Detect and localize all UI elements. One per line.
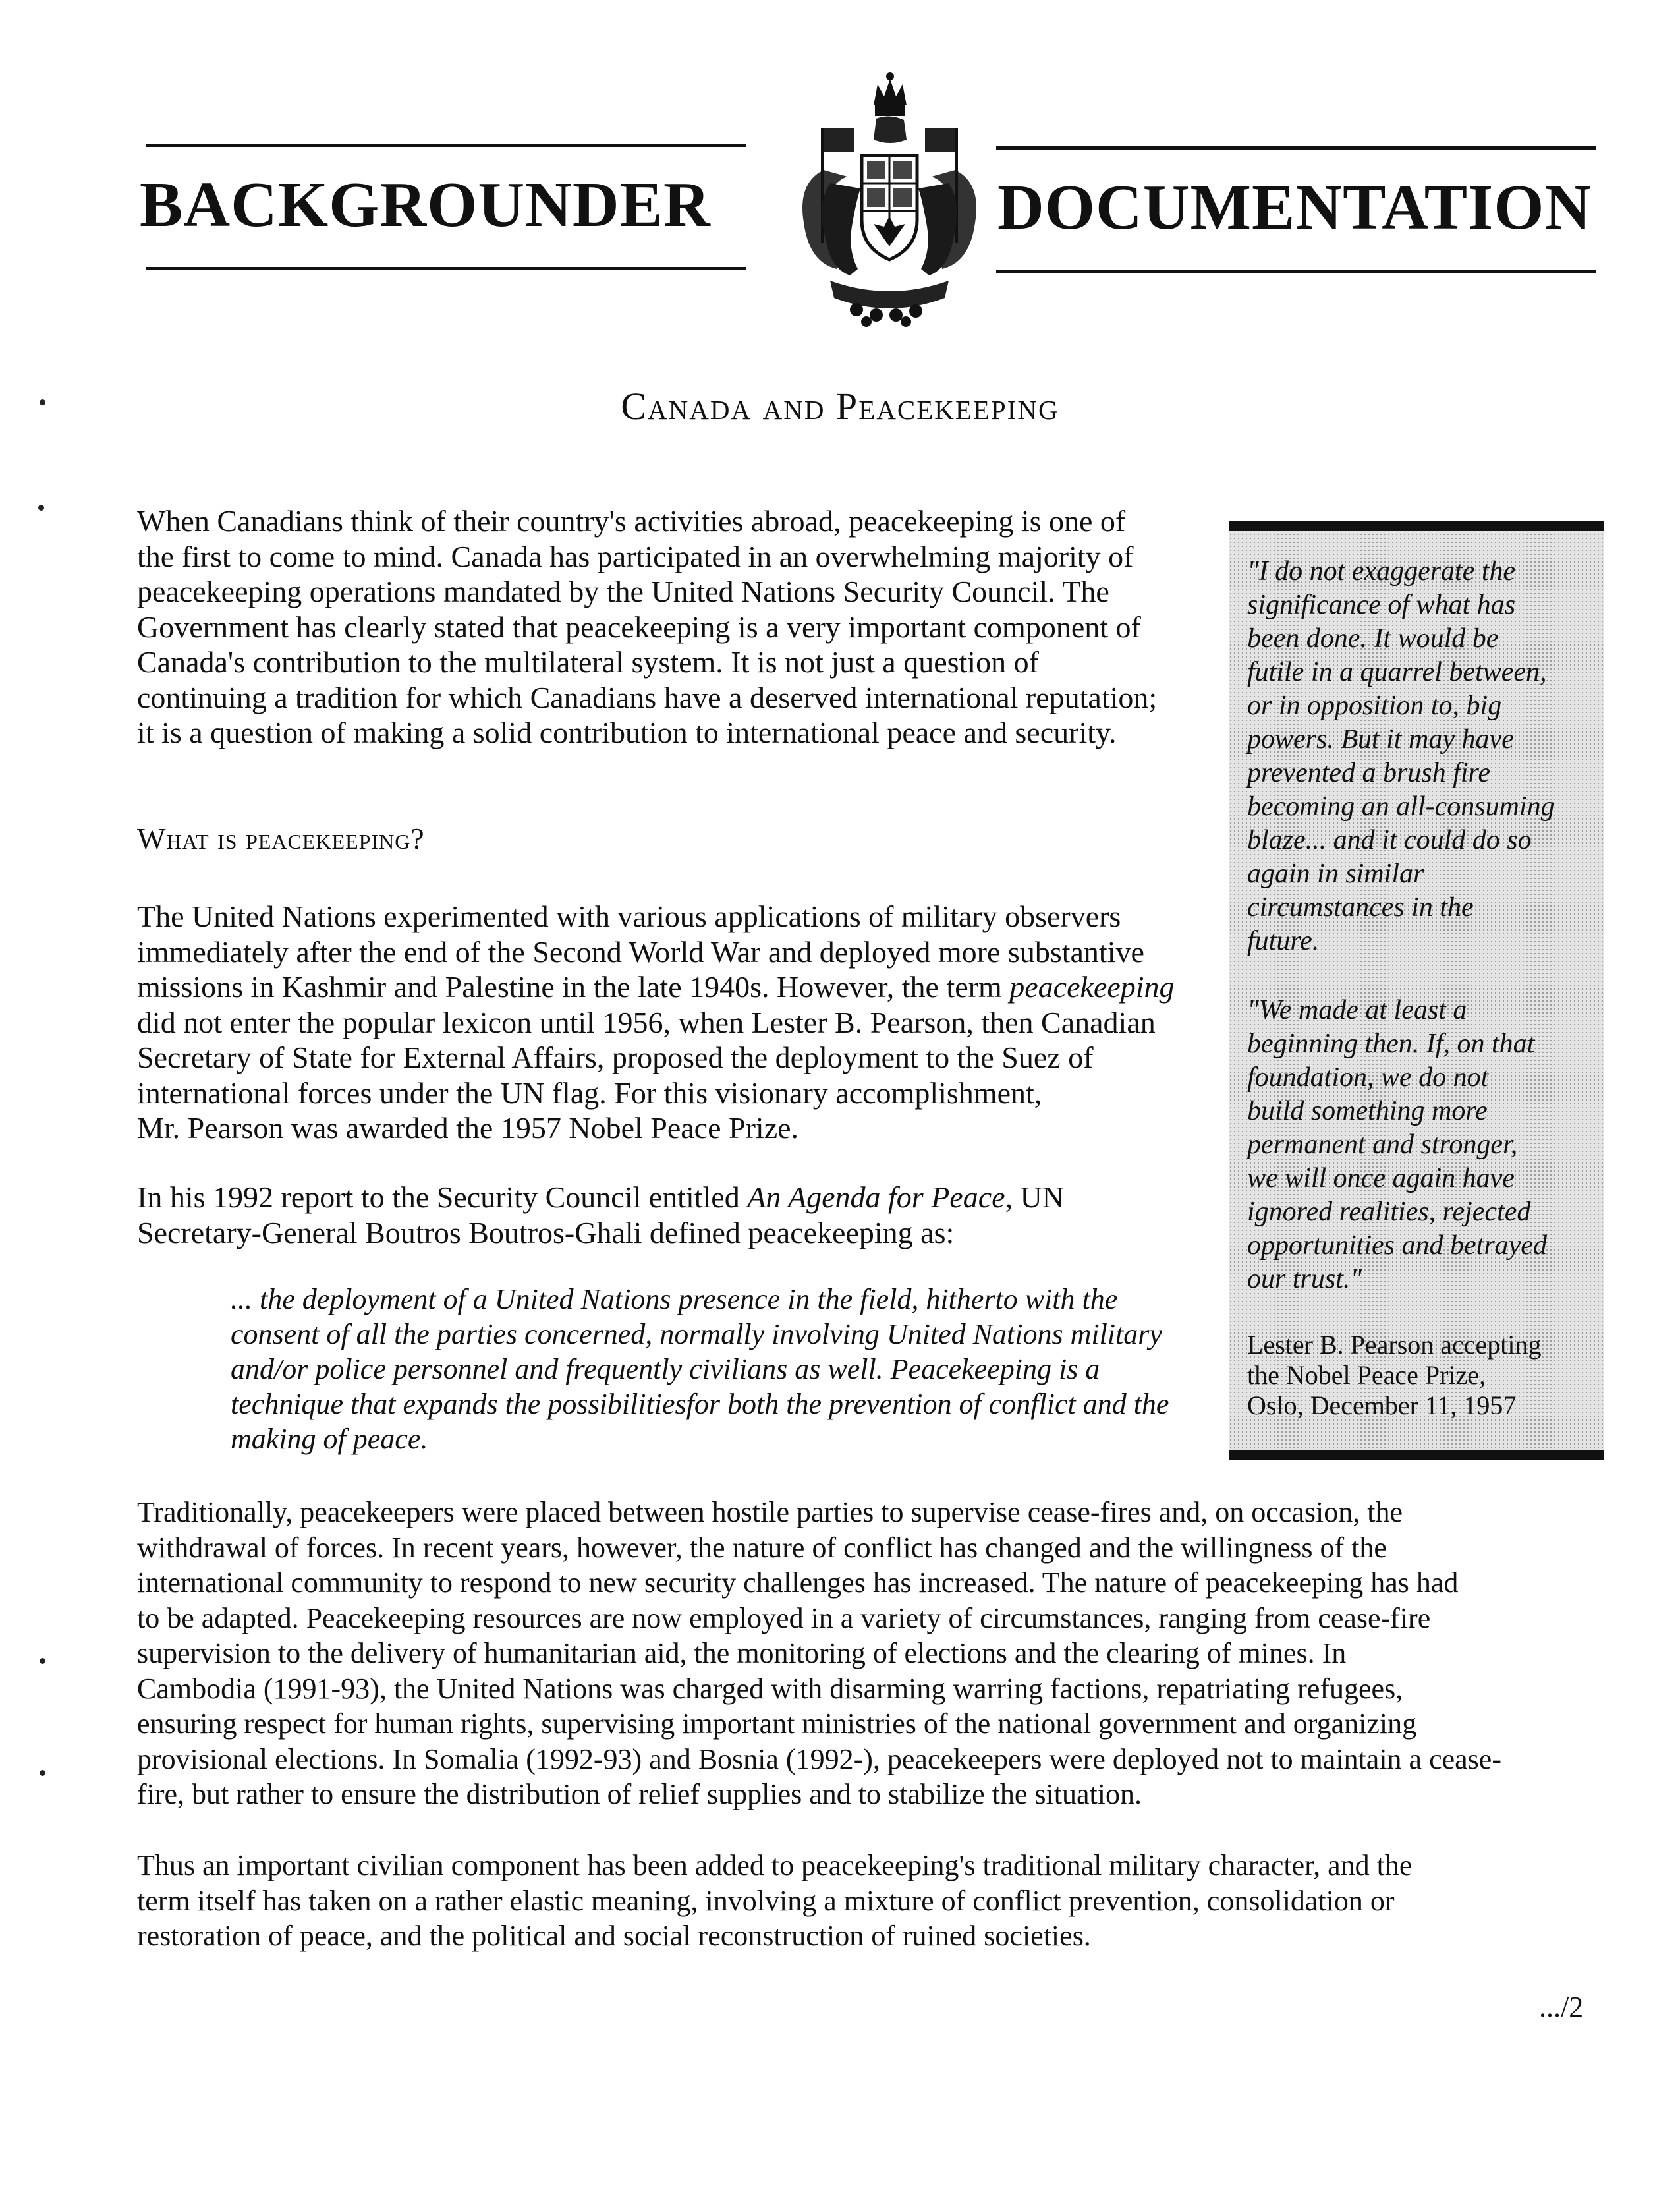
text-line: The United Nations experimented with various applications of military observers	[137, 900, 1121, 933]
page-title: Canada and Peacekeeping	[621, 385, 1059, 428]
header-backgrounder: BACKGROUNDER	[140, 169, 711, 241]
paragraph-evolution	[137, 1495, 1593, 1812]
quote-line: making of peace.	[231, 1423, 428, 1455]
text-line: it is a question of making a solid contribution to international peace and security.	[137, 716, 1117, 749]
quote-line: or in opposition to, big	[1247, 691, 1502, 721]
quote-line: circumstances in the	[1247, 892, 1474, 923]
text-segment: missions in Kashmir and Palestine in the late 1940s. However, the term	[137, 970, 1010, 1004]
sidebar-quote-1	[1247, 555, 1555, 958]
scan-mark	[40, 1770, 45, 1776]
header-rule-right-top	[996, 146, 1596, 150]
text-line: Thus an important civilian component has been added to peacekeeping's traditional military character, and the	[137, 1849, 1413, 1881]
paragraph-civilian	[137, 1848, 1593, 1954]
text-line: to be adapted. Peacekeeping resources are now employed in a variety of circumstances, ranging from cease-fire	[137, 1601, 1431, 1634]
quote-line: blaze... and it could do so	[1247, 825, 1532, 855]
text-line: Cambodia (1991-93), the United Nations was charged with disarming warring factions, repatriating refugees,	[137, 1672, 1403, 1705]
text-line: provisional elections. In Somalia (1992-93) and Bosnia (1992-), peacekeepers were deployed not to maintain a cease-	[137, 1742, 1501, 1775]
report-title: An Agenda for Peace	[747, 1180, 1005, 1214]
text-line: Government has clearly stated that peacekeeping is a very important component of	[137, 610, 1141, 644]
text-line: international community to respond to new security challenges has increased. The nature of peacekeeping has had	[137, 1566, 1459, 1599]
sidebar-attribution	[1247, 1330, 1542, 1421]
quote-line: been done. It would be	[1247, 623, 1499, 654]
quote-line: ... the deployment of a United Nations presence in the field, hitherto with the	[231, 1283, 1118, 1315]
section-heading: What is peacekeeping?	[137, 822, 425, 855]
italic-term: peacekeeping	[1009, 970, 1175, 1004]
attribution-line: Oslo, December 11, 1957	[1247, 1390, 1517, 1420]
text-line: restoration of peace, and the political and social reconstruction of ruined societies.	[137, 1920, 1091, 1952]
quote-line: opportunities and betrayed	[1247, 1230, 1547, 1261]
header-documentation: DOCUMENTATION	[997, 172, 1592, 243]
quote-line: ignored realities, rejected	[1247, 1197, 1531, 1227]
quote-line: build something more	[1247, 1096, 1488, 1126]
paragraph-history	[137, 899, 1204, 1146]
text-line: Secretary of State for External Affairs, proposed the deployment to the Suez of	[137, 1041, 1094, 1074]
text-line: continuing a tradition for which Canadians have a deserved international reputation;	[137, 680, 1158, 714]
text-line	[137, 969, 1204, 1005]
quote-line: consent of all the parties concerned, normally involving United Nations military	[231, 1318, 1162, 1350]
header-rule-left-top	[146, 144, 746, 147]
intro-paragraph	[137, 503, 1204, 751]
quote-line: foundation, we do not	[1247, 1062, 1489, 1093]
coat-of-arms-icon	[784, 71, 995, 328]
text-line: ensuring respect for human rights, supervising important ministries of the national government and organizing	[137, 1707, 1417, 1740]
header-rule-right-bottom	[996, 270, 1596, 273]
page-number: .../2	[1539, 1991, 1584, 2023]
quote-line: permanent and stronger,	[1247, 1130, 1518, 1160]
text-segment: , UN	[1005, 1180, 1065, 1214]
text-line: immediately after the end of the Second World War and deployed more substantive	[137, 934, 1144, 969]
text-line: Traditionally, peacekeepers were placed between hostile parties to supervise cease-fires and, on occasion, the	[137, 1496, 1403, 1528]
text-line: term itself has taken on a rather elastic meaning, involving a mixture of conflict prevention, consolidation or	[137, 1884, 1395, 1917]
text-line: international forces under the UN flag. For this visionary accomplishment,	[137, 1075, 1042, 1110]
sidebar-quote-2	[1247, 994, 1547, 1296]
quote-line: powers. But it may have	[1247, 724, 1514, 755]
quote-line: and/or police personnel and frequently civilians as well. Peacekeeping is a	[231, 1353, 1100, 1385]
scan-mark	[40, 1658, 45, 1664]
text-segment: In his 1992 report to the Security Council entitled	[137, 1180, 748, 1214]
quote-line: becoming an all-consuming	[1247, 791, 1555, 822]
quote-line: future.	[1247, 926, 1320, 956]
header-rule-left-bottom	[146, 267, 746, 270]
quote-line: technique that expands the possibilitiesfor both the prevention of conflict and the	[231, 1388, 1169, 1420]
quote-line: prevented a brush fire	[1247, 758, 1490, 788]
text-line: the first to come to mind. Canada has participated in an overwhelming majority of	[137, 539, 1134, 573]
scan-mark	[38, 505, 44, 511]
text-line: supervision to the delivery of humanitarian aid, the monitoring of elections and the clearing of mines. In	[137, 1637, 1347, 1669]
sidebar-bottom-bar	[1229, 1450, 1604, 1460]
scan-mark	[40, 399, 45, 405]
quote-line: we will once again have	[1247, 1163, 1515, 1193]
quote-line: "We made at least a	[1247, 995, 1467, 1025]
attribution-line: Lester B. Pearson accepting	[1247, 1330, 1542, 1360]
text-line: did not enter the popular lexicon until 1956, when Lester B. Pearson, then Canadian	[137, 1005, 1156, 1039]
text-line: Canada's contribution to the multilateral system. It is not just a question of	[137, 645, 1039, 679]
text-line: withdrawal of forces. In recent years, however, the nature of conflict has changed and the willingness of the	[137, 1531, 1387, 1564]
quote-line: "I do not exaggerate the	[1247, 556, 1516, 587]
attribution-line: the Nobel Peace Prize,	[1247, 1360, 1486, 1390]
text-line: peacekeeping operations mandated by the United Nations Security Council. The	[137, 575, 1109, 608]
definition-quote	[231, 1282, 1206, 1456]
sidebar-top-bar	[1229, 521, 1604, 531]
quote-line: significance of what has	[1247, 590, 1516, 620]
text-line	[137, 1180, 1204, 1215]
text-line: fire, but rather to ensure the distribution of relief supplies and to stabilize the situation.	[137, 1778, 1142, 1810]
quote-line: again in similar	[1247, 859, 1424, 889]
text-line: When Canadians think of their country's activities abroad, peacekeeping is one of	[137, 504, 1126, 538]
quote-line: our trust."	[1247, 1264, 1362, 1294]
quote-line: futile in a quarrel between,	[1247, 657, 1547, 687]
text-line: Mr. Pearson was awarded the 1957 Nobel Peace Prize.	[137, 1111, 799, 1145]
paragraph-agenda	[137, 1180, 1204, 1250]
quote-line: beginning then. If, on that	[1247, 1029, 1535, 1059]
text-line: Secretary-General Boutros Boutros-Ghali defined peacekeeping as:	[137, 1215, 955, 1249]
